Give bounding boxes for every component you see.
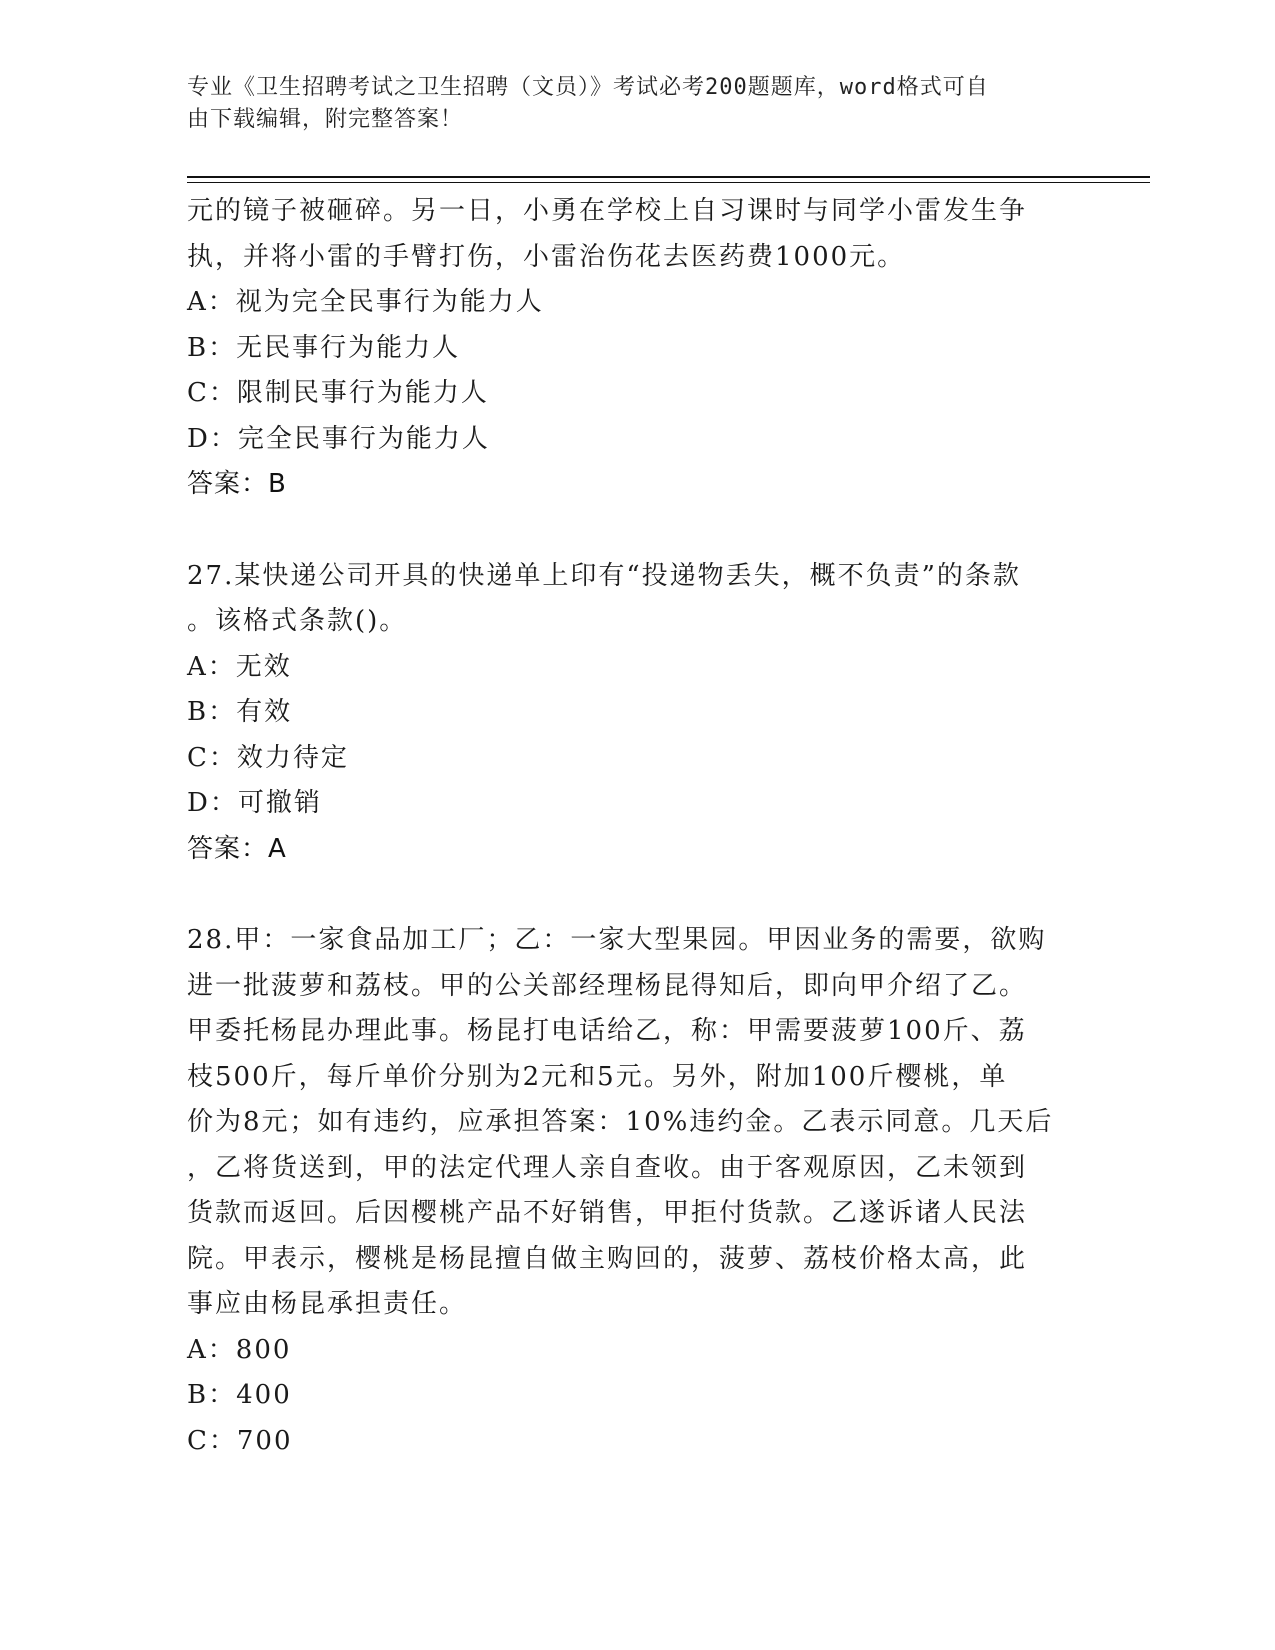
question-stem-line: 进一批菠萝和荔枝。甲的公关部经理杨昆得知后，即向甲介绍了乙。 [187,970,1028,1001]
document-body [187,189,1077,1464]
option-b: B：无民事行为能力人 [187,332,461,363]
document-header [187,72,1067,136]
option-a: A：无效 [187,651,292,682]
question-stem-line: 执，并将小雷的手臂打伤，小雷治伤花去医药费1000元。 [187,241,906,272]
option-d: D：可撤销 [187,788,322,818]
header-line-2: 由下载编辑，附完整答案！ [187,107,464,132]
option-b: B：有效 [187,697,293,727]
spacer [187,508,1077,554]
question-stem-line: 27.某快递公司开具的快递单上印有“投递物丢失，概不负责”的条款 [187,560,1021,591]
question-stem-line: 价为8元；如有违约，应承担答案：10%违约金。乙表示同意。几天后 [187,1107,1054,1137]
question-stem-line: 。该格式条款()。 [187,606,408,636]
question-stem-line: 甲委托杨昆办理此事。杨昆打电话给乙，称：甲需要菠萝100斤、荔 [187,1016,1027,1046]
header-line-1: 专业《卫生招聘考试之卫生招聘（文员）》考试必考200题题库，word格式可自 [187,75,989,100]
answer-line: 答案：B [187,469,287,499]
option-a: A：800 [187,1334,292,1365]
question-stem-line: 货款而返回。后因樱桃产品不好销售，甲拒付货款。乙遂诉诸人民法 [187,1198,1028,1228]
question-stem-line: 28.甲：一家食品加工厂；乙：一家大型果园。甲因业务的需要，欲购 [187,925,1047,955]
question-27 [187,554,1077,873]
header-rule-thick [187,176,1150,178]
option-b: B：400 [187,1380,292,1410]
question-stem-line: 事应由杨昆承担责任。 [187,1289,468,1319]
option-c: C：700 [187,1425,293,1456]
question-stem-line: 元的镜子被砸碎。另一日，小勇在学校上自习课时与同学小雷发生争 [187,196,1028,226]
option-c: C：限制民事行为能力人 [187,378,489,408]
question-stem-line: ，乙将货送到，甲的法定代理人亲自查收。由于客观原因，乙未领到 [187,1152,1028,1183]
answer-line: 答案：A [187,833,287,864]
question-26 [187,189,1077,508]
header-rule-thin [187,182,1150,183]
option-c: C：效力待定 [187,742,349,773]
question-stem-line: 院。甲表示，樱桃是杨昆擅自做主购回的，菠萝、荔枝价格太高，此 [187,1243,1028,1274]
question-28 [187,918,1077,1464]
option-d: D：完全民事行为能力人 [187,423,490,454]
spacer [187,872,1077,918]
question-stem-line: 枝500斤，每斤单价分别为2元和5元。另外，附加100斤樱桃，单 [187,1061,1008,1092]
option-a: A：视为完全民事行为能力人 [187,287,544,317]
